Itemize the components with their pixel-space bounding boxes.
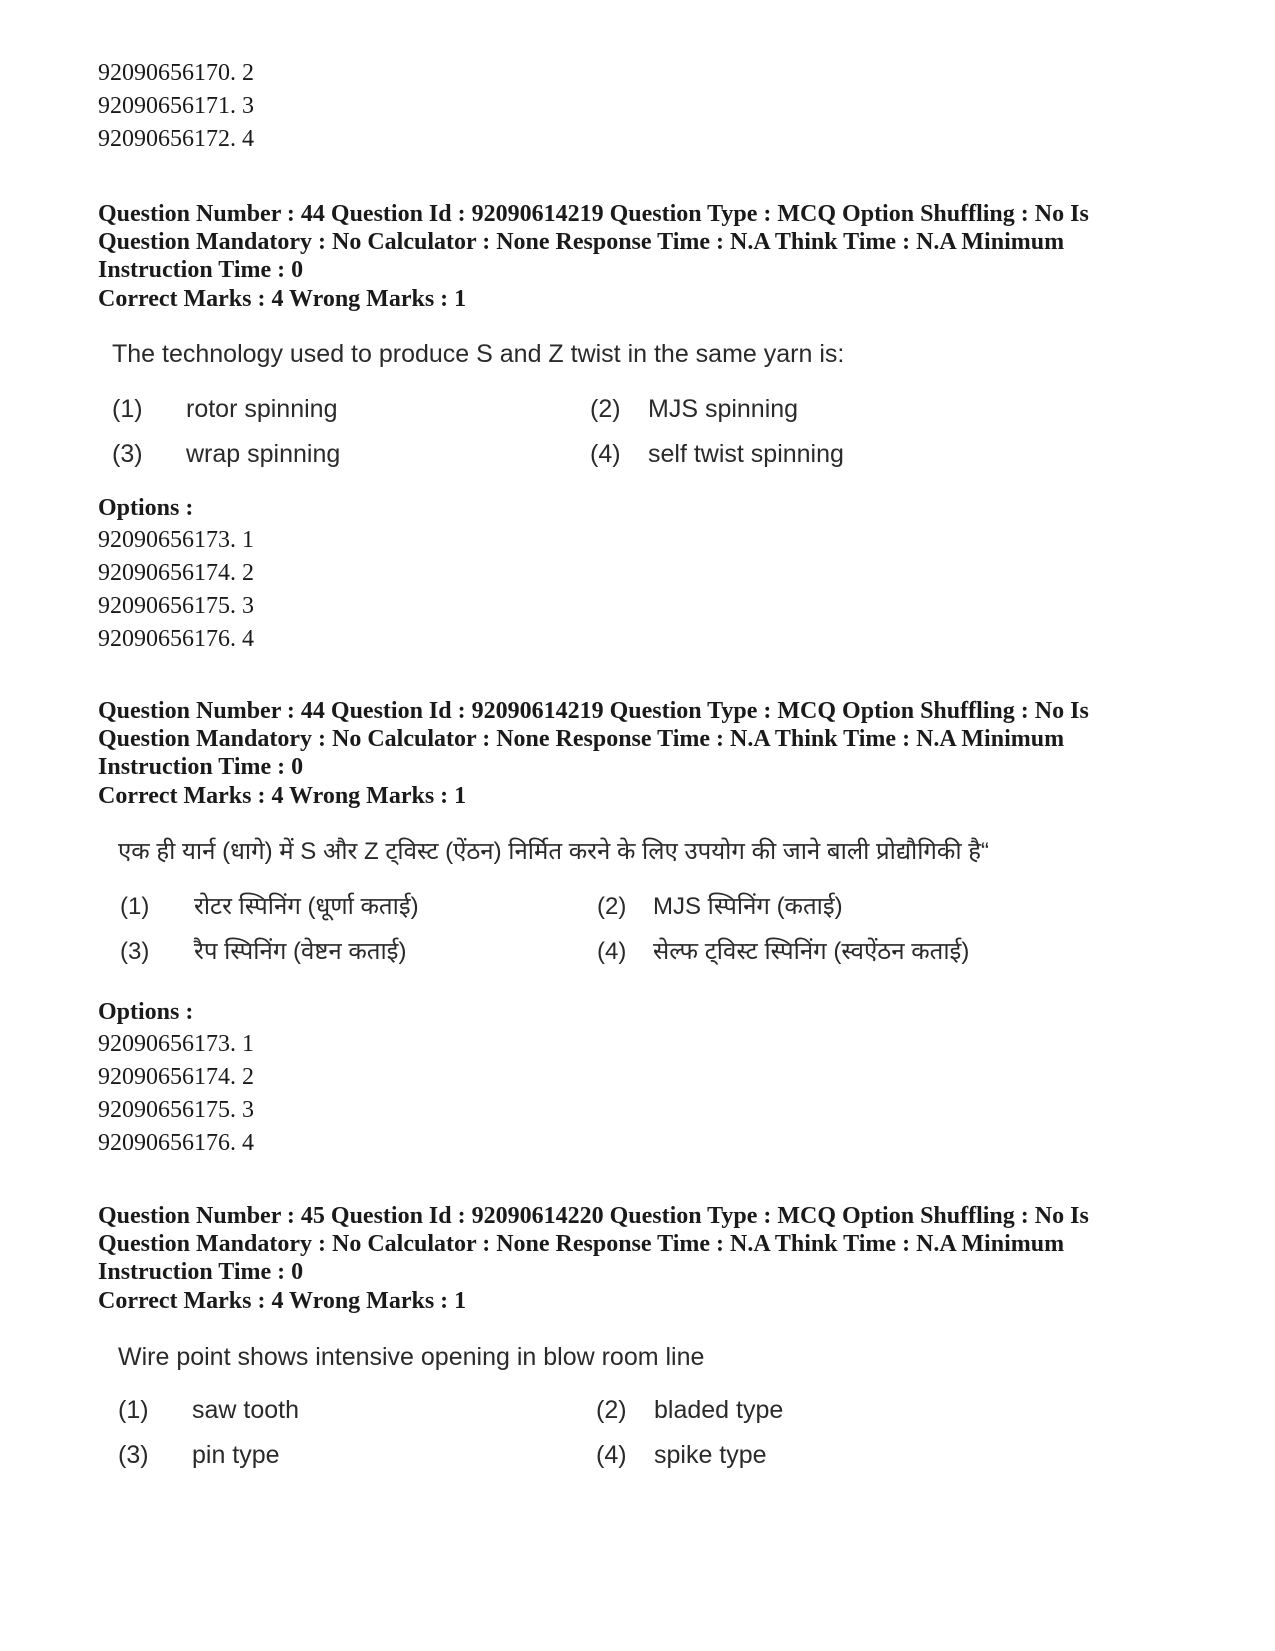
option-line: 92090656174. 2 [98,1064,254,1090]
choice-label: pin type [192,1441,280,1469]
answer-choice [120,891,419,923]
choice-label: MJS spinning [648,395,799,423]
question-header: Question Number : 44 Question Id : 92090614219 Question Type : MCQ Option Shuffling : No Is Question Mandatory : No Calculator : None Response Time : N.A Think Time : N.A Minimum Instruction Time : 0 [98,201,1089,283]
choice-number: (1) [112,395,143,423]
choice-label: spike type [654,1441,767,1469]
answer-choice [120,936,406,968]
question-header: Question Number : 44 Question Id : 92090614219 Question Type : MCQ Option Shuffling : No Is Question Mandatory : No Calculator : None Response Time : N.A Think Time : N.A Minimum Instruction Time : 0 [98,698,1089,780]
option-line: 92090656175. 3 [98,1097,254,1123]
choice-number: (4) [596,1441,627,1469]
choice-label: saw tooth [192,1396,300,1424]
choice-number: (2) [597,893,627,920]
options-label: Options : [98,999,194,1025]
choice-number: (3) [118,1441,149,1469]
question-text: Wire point shows intensive opening in blow room line [118,1343,705,1371]
answer-choice [118,1439,280,1471]
option-line: 92090656176. 4 [98,626,254,652]
choice-label: rotor spinning [186,395,338,423]
marks-line: Correct Marks : 4 Wrong Marks : 1 [98,783,467,809]
option-line: 92090656176. 4 [98,1130,254,1156]
choice-number: (1) [118,1396,149,1424]
question-text: The technology used to produce S and Z twist in the same yarn is: [112,340,845,368]
answer-choice [112,438,340,470]
choice-label: सेल्फ ट्विस्ट स्पिनिंग (स्वऐंठन कताई) [653,938,970,965]
option-line: 92090656171. 3 [98,93,254,119]
question-header: Question Number : 45 Question Id : 92090614220 Question Type : MCQ Option Shuffling : No Is Question Mandatory : No Calculator : None Response Time : N.A Think Time : N.A Minimum Instruction Time : 0 [98,1203,1089,1285]
answer-choice [597,936,969,968]
option-line: 92090656170. 2 [98,60,254,86]
options-label: Options : [98,495,194,521]
question-text: एक ही यार्न (धागे) में S और Z ट्विस्ट (ऐंठन) निर्मित करने के लिए उपयोग की जाने बाली प्रोद्यौगिकी है“ [118,838,989,865]
choice-number: (3) [112,440,143,468]
choice-number: (1) [120,893,150,920]
choice-number: (4) [590,440,621,468]
answer-choice [590,438,844,470]
answer-choice [590,393,798,425]
choice-label: रैप स्पिनिंग (वेष्टन कताई) [194,938,407,965]
option-line: 92090656173. 1 [98,527,254,553]
answer-choice [597,891,843,923]
choice-label: MJS स्पिनिंग (कताई) [653,893,843,920]
choice-number: (4) [597,938,627,965]
choice-number: (3) [120,938,150,965]
marks-line: Correct Marks : 4 Wrong Marks : 1 [98,1288,467,1314]
choice-label: self twist spinning [648,440,844,468]
choice-number: (2) [596,1396,627,1424]
answer-choice [112,393,337,425]
choice-label: bladed type [654,1396,784,1424]
answer-choice [118,1394,299,1426]
answer-choice [596,1394,783,1426]
option-line: 92090656172. 4 [98,126,254,152]
option-line: 92090656173. 1 [98,1031,254,1057]
answer-choice [596,1439,767,1471]
choice-number: (2) [590,395,621,423]
option-line: 92090656174. 2 [98,560,254,586]
option-line: 92090656175. 3 [98,593,254,619]
choice-label: wrap spinning [186,440,341,468]
choice-label: रोटर स्पिनिंग (धूर्णा कताई) [194,893,419,920]
marks-line: Correct Marks : 4 Wrong Marks : 1 [98,286,467,312]
